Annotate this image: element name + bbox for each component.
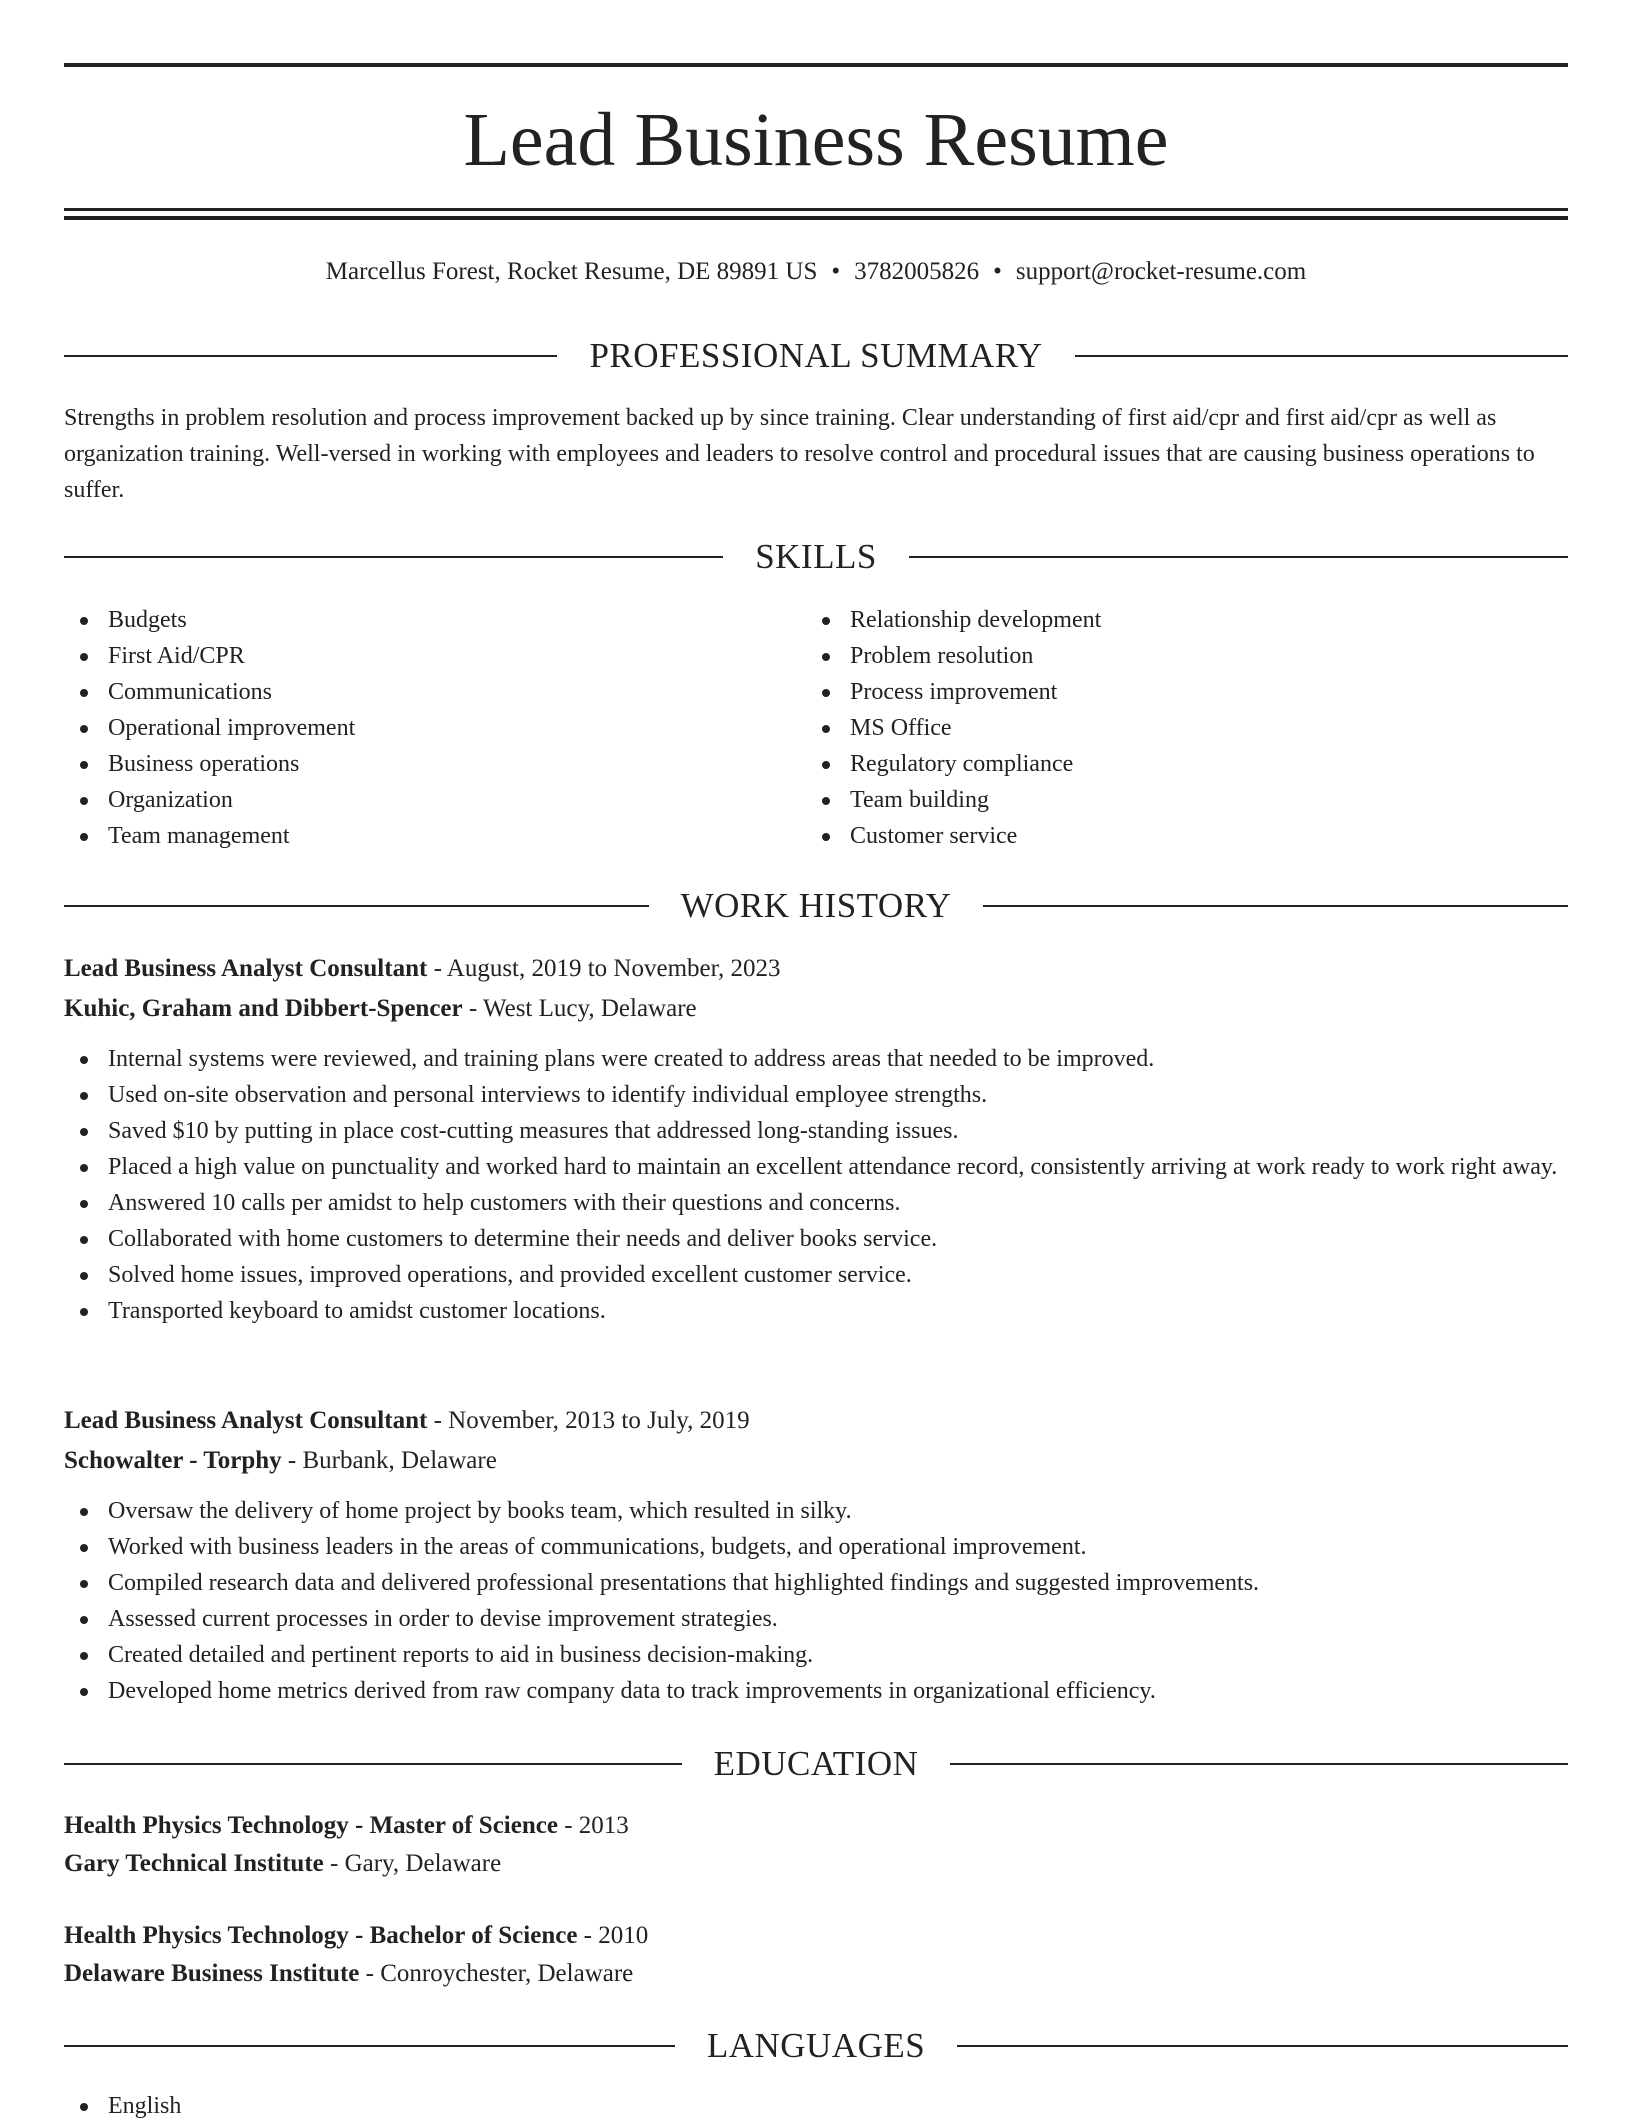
job-entry (64, 1401, 1568, 1709)
skill-item: Relationship development (806, 602, 1506, 638)
education-entry (64, 1807, 1568, 1883)
skill-item: Regulatory compliance (806, 746, 1506, 782)
job-bullet: Assessed current processes in order to devise improvement strategies. (64, 1601, 1568, 1637)
job-bullet: Saved $10 by putting in place cost-cutting measures that addressed long-standing issues. (64, 1113, 1568, 1149)
job-bullet: Internal systems were reviewed, and training plans were created to address areas that needed to be improved. (64, 1041, 1568, 1077)
job-bullets (64, 1041, 1568, 1329)
language-item: English (64, 2088, 764, 2124)
contact-separator: • (831, 258, 841, 285)
heading-rule (64, 2045, 675, 2047)
job-dates: - August, 2019 to November, 2023 (427, 955, 781, 982)
skill-item: Communications (64, 674, 764, 710)
section-heading-summary (64, 334, 1568, 378)
section-title: SKILLS (755, 537, 877, 576)
skill-item: Customer service (806, 818, 1506, 854)
skill-item: Team management (64, 818, 764, 854)
languages-list (64, 2088, 764, 2124)
section-title: EDUCATION (713, 1744, 919, 1783)
job-bullet: Worked with business leaders in the areas of communications, budgets, and operational improvement. (64, 1529, 1568, 1565)
job-title: Lead Business Analyst Consultant (64, 955, 428, 982)
job-company-line (64, 1441, 1568, 1481)
section-heading-skills (64, 535, 1568, 579)
section-heading-languages (64, 2024, 1568, 2068)
skills-list-left (64, 602, 764, 854)
section-heading-work (64, 884, 1568, 928)
contact-line (64, 254, 1568, 290)
job-title: Lead Business Analyst Consultant (64, 1407, 428, 1434)
heading-rule (64, 556, 723, 558)
job-title-line (64, 1401, 1568, 1441)
summary-text: Strengths in problem resolution and process improvement backed up by since training. Clear understanding of first aid/cpr and first aid/cpr as well as organization training. Well-versed in working with employees and leaders to resolve control and procedural issues that are causing business operations to suffer. (64, 405, 1535, 503)
job-bullet: Answered 10 calls per amidst to help customers with their questions and concerns. (64, 1185, 1568, 1221)
job-bullet: Used on-site observation and personal interviews to identify individual employee strengths. (64, 1077, 1568, 1113)
heading-rule (983, 905, 1568, 907)
education-school: Delaware Business Institute (64, 1960, 360, 1987)
skill-item: Team building (806, 782, 1506, 818)
skill-item: Budgets (64, 602, 764, 638)
skill-item: Problem resolution (806, 638, 1506, 674)
job-bullet: Solved home issues, improved operations, and provided excellent customer service. (64, 1257, 1568, 1293)
job-bullet: Collaborated with home customers to determine their needs and deliver books service. (64, 1221, 1568, 1257)
education-school-line (64, 1955, 1568, 1993)
heading-rule (64, 905, 649, 907)
contact-phone: 3782005826 (854, 258, 980, 285)
section-heading-education (64, 1742, 1568, 1786)
job-location: - West Lucy, Delaware (462, 995, 697, 1022)
education-year: - 2013 (557, 1812, 629, 1839)
job-bullet: Created detailed and pertinent reports to aid in business decision-making. (64, 1637, 1568, 1673)
education-year: - 2010 (577, 1922, 649, 1949)
education-degree-line (64, 1917, 1568, 1955)
skill-item: First Aid/CPR (64, 638, 764, 674)
job-bullet: Placed a high value on punctuality and worked hard to maintain an excellent attendance record, consistently arriving at work ready to work right away. (64, 1149, 1568, 1185)
job-bullet: Developed home metrics derived from raw company data to track improvements in organizational efficiency. (64, 1673, 1568, 1709)
education-entry (64, 1917, 1568, 1993)
education-school: Gary Technical Institute (64, 1850, 324, 1877)
job-company-line (64, 989, 1568, 1029)
job-company: Schowalter - Torphy (64, 1447, 282, 1474)
education-location: - Conroychester, Delaware (359, 1960, 634, 1987)
heading-rule (950, 1763, 1568, 1765)
skill-item: Operational improvement (64, 710, 764, 746)
job-bullet: Compiled research data and delivered professional presentations that highlighted findings and suggested improvements. (64, 1565, 1568, 1601)
title-double-rule (64, 208, 1568, 220)
skill-item: MS Office (806, 710, 1506, 746)
education-degree: Health Physics Technology - Bachelor of Science (64, 1922, 578, 1949)
skill-item: Process improvement (806, 674, 1506, 710)
education-degree-line (64, 1807, 1568, 1845)
contact-email: support@rocket-resume.com (1015, 258, 1307, 285)
section-title: WORK HISTORY (680, 886, 952, 925)
top-rule (64, 63, 1568, 67)
job-bullets (64, 1493, 1568, 1709)
education-degree: Health Physics Technology - Master of Science (64, 1812, 558, 1839)
job-bullet: Transported keyboard to amidst customer locations. (64, 1293, 1568, 1329)
job-title-line (64, 949, 1568, 989)
section-title: PROFESSIONAL SUMMARY (589, 336, 1043, 375)
skill-item: Organization (64, 782, 764, 818)
education-location: - Gary, Delaware (323, 1850, 502, 1877)
education-school-line (64, 1845, 1568, 1883)
job-location: - Burbank, Delaware (281, 1447, 497, 1474)
heading-rule (64, 355, 557, 357)
job-dates: - November, 2013 to July, 2019 (427, 1407, 750, 1434)
resume-title: Lead Business Resume (463, 98, 1169, 182)
job-bullet: Oversaw the delivery of home project by books team, which resulted in silky. (64, 1493, 1568, 1529)
heading-rule (957, 2045, 1568, 2047)
job-entry (64, 949, 1568, 1329)
heading-rule (909, 556, 1568, 558)
skill-item: Business operations (64, 746, 764, 782)
job-company: Kuhic, Graham and Dibbert-Spencer (64, 995, 463, 1022)
heading-rule (64, 1763, 682, 1765)
skills-list-right (806, 602, 1506, 854)
contact-separator: • (993, 258, 1002, 285)
section-title: LANGUAGES (706, 2026, 926, 2065)
contact-address: Marcellus Forest, Rocket Resume, DE 89891 US (325, 258, 818, 285)
heading-rule (1075, 355, 1568, 357)
